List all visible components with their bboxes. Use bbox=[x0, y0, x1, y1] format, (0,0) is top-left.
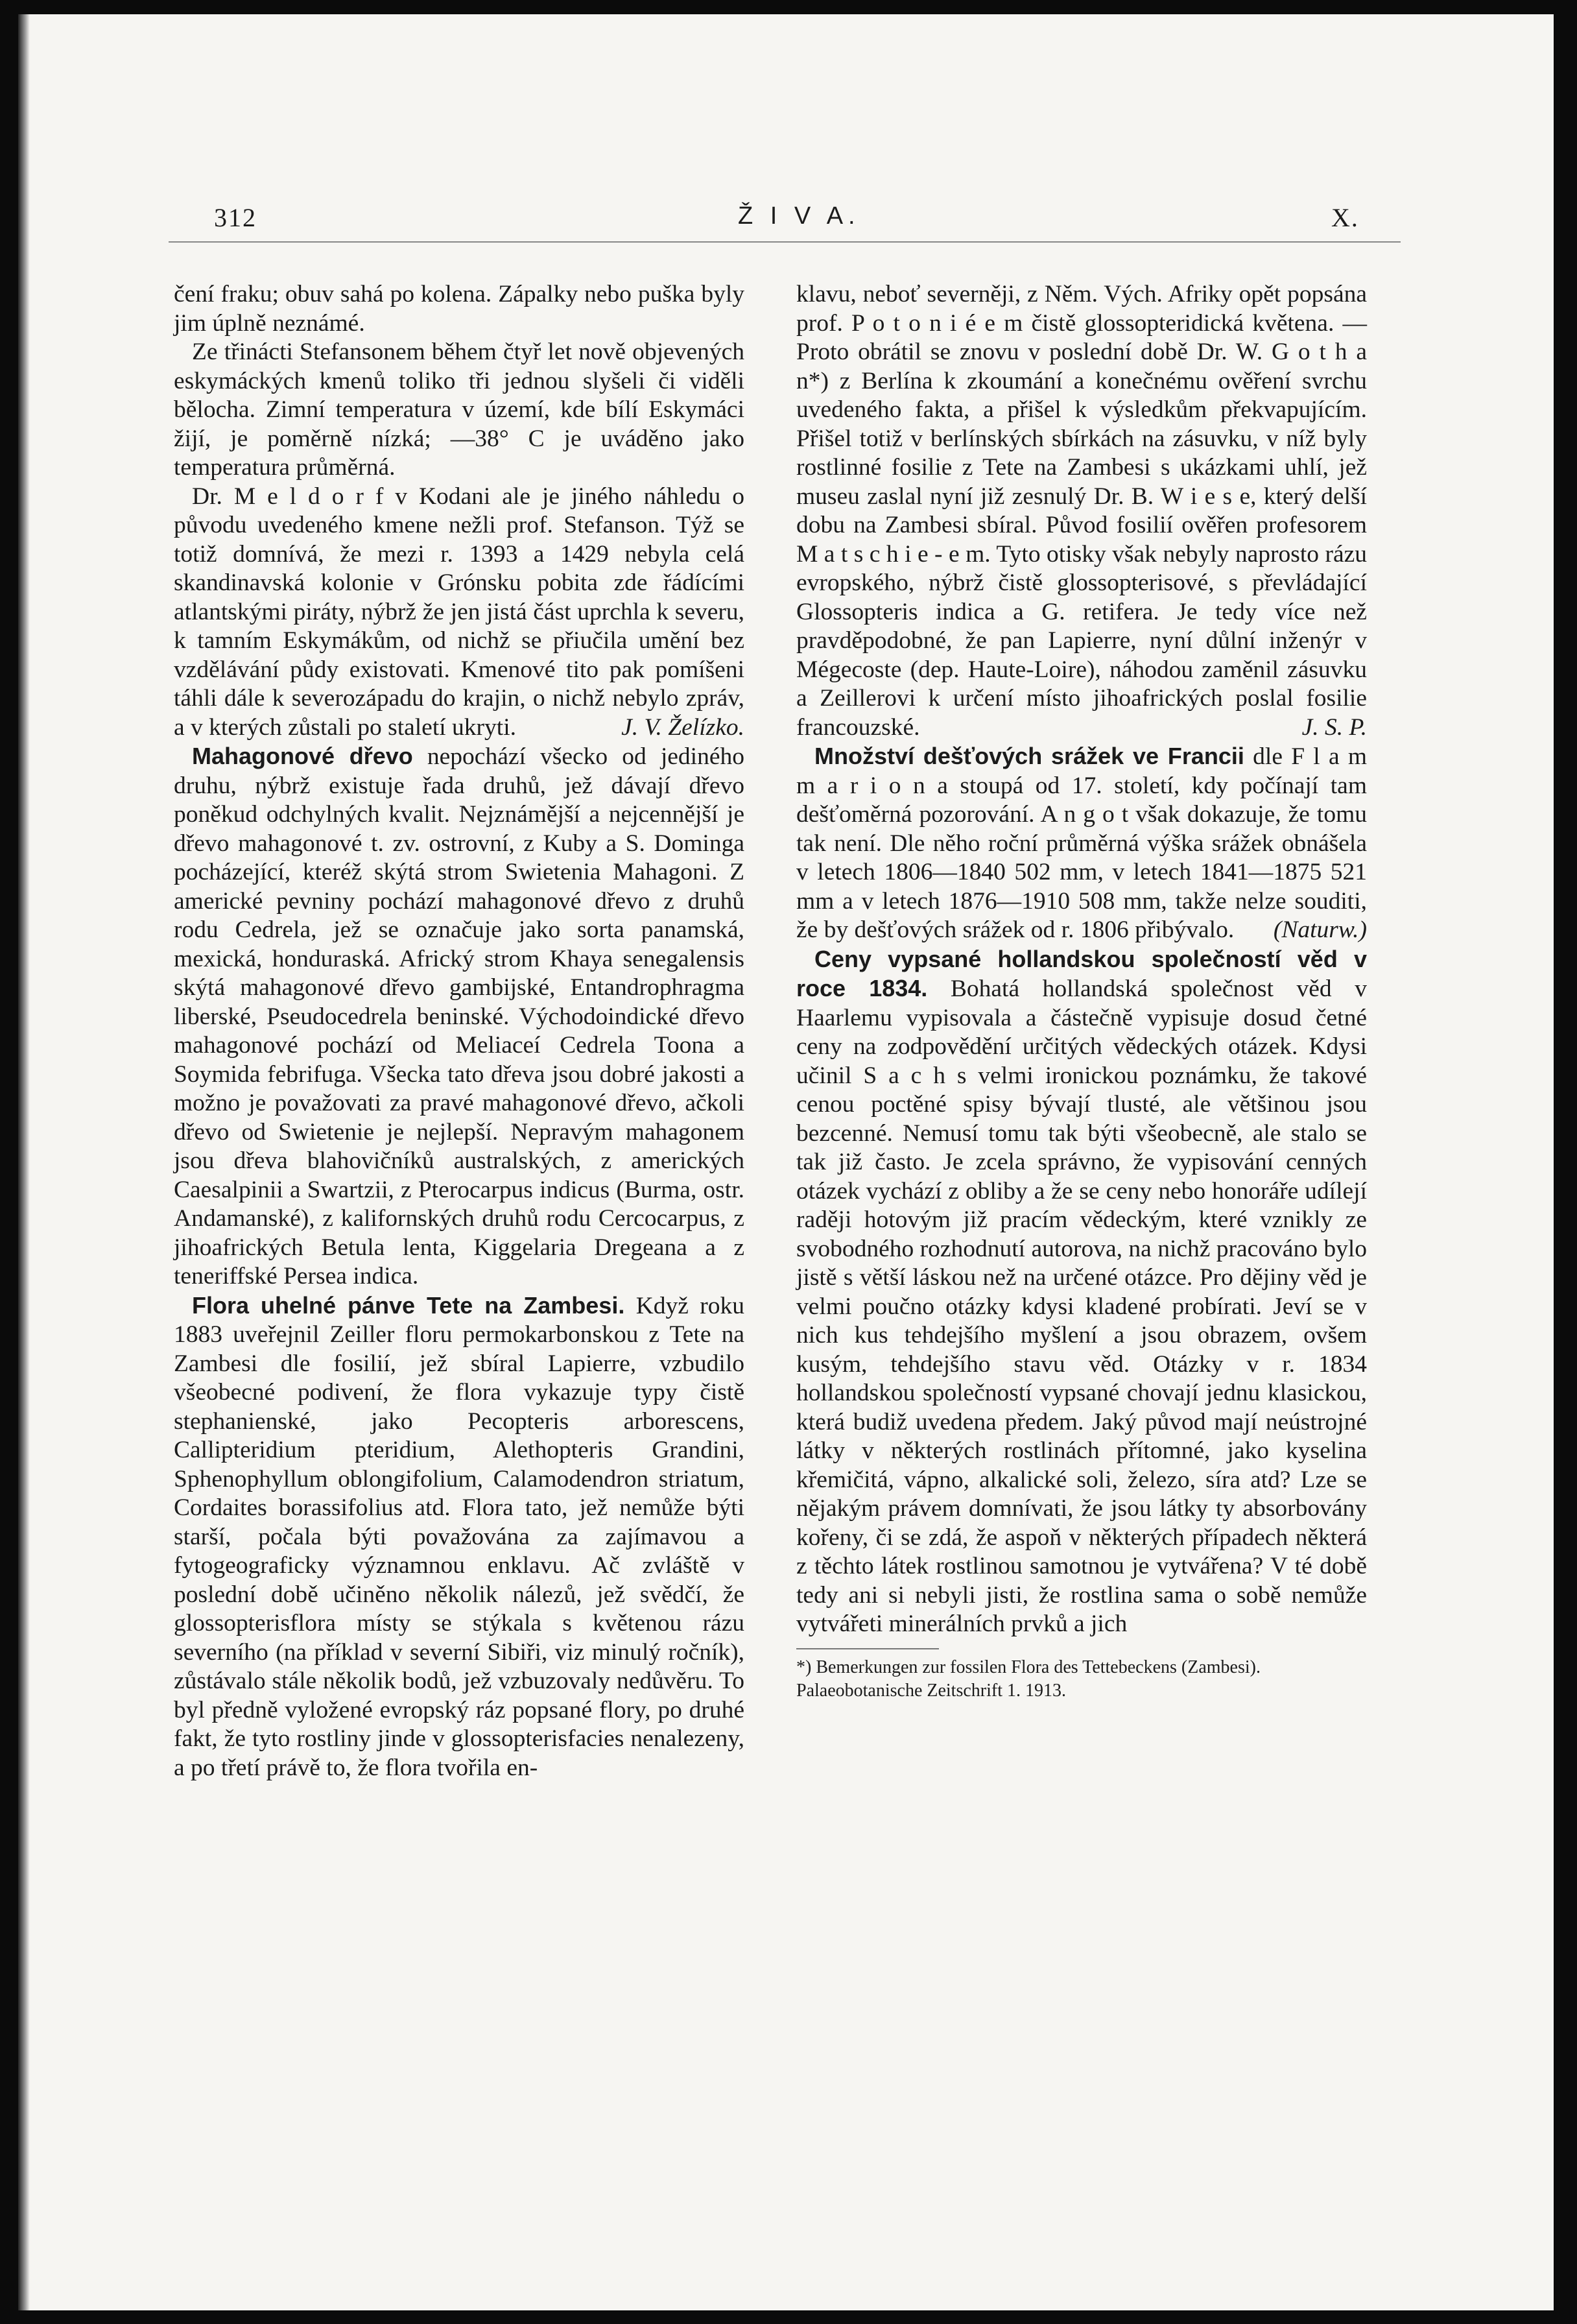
flora-text: Když roku 1883 uveřejnil Zeiller floru permokarbonskou z Tete na Zambesi dle fosilií, jež sbíral Lapierre, vzbudilo všeobecné podivení, že flora vykazuje typy čistě stephanienské, jako Pecopteris arborescens, Callipteridium pteridium, Alethopteris Grandini, Sphenophyllum oblongifolium, Calamodendron striatum, Cordaites borassifolius atd. Flora tato, jež nemůže býti starší, počala býti považována za zajímavou a fytogeograficky významnou enklavu. Ač zvláště v poslední době učiněno několik nálezů, jež svědčí, že glossopterisflora místy se stýkala s květenou rázu severního (na příklad v severní Sibiři, viz minulý ročník), zůstávalo stále několik bodů, jež vzbuzovaly nedůvěru. To byl předně vyložené evropský ráz popsané flory, po druhé fakt, že tyto rostliny jinde v glossopterisfacies nenalezeny, a po třetí právě to, že flora tvořila en- bbox=[174, 1292, 744, 1781]
mahagon-text: nepochází všecko od jediného druhu, nýbrž existuje řada druhů, jež dávají dřevo poněkud odchylných kvalit. Nejznámější a nejcennější je dřevo mahagonové t. zv. ostrovní, z Kuby a S. Dominga pocházející, kteréž skýtá strom Swietenia Mahagoni. Z americké pevniny pochází mahagonové dřevo z druhů rodu Cedrela, jež se označuje jako sorta panamská, mexická, honduraská. Africký strom Khaya senegalensis skýtá mahagonové dřevo gambijské, Entandrophragma liberské, Pseudocedrela beninské. Východoindické dřevo mahagonové pochází od Meliaceí Cedrela Toona a Soymida febrifuga. Všecka tato dřeva jsou dobré jakosti a možno je považovati za pravé mahagonové dřevo, ačkoli dřevo od Swietenie je nejlepší. Nepravým mahagonem jsou dřeva blahovičníků australských, z amerických Caesalpinii a Swartzii, z Pterocarpus indicus (Burma, ostr. Andamanské), z kalifornských druhů rodu Cercocarpus, z jihoafrických Betula lenta, Kiggelaria Dregeana a z teneriffské Persea indica. bbox=[174, 743, 744, 1289]
journal-title: Ž I V A. bbox=[738, 202, 860, 230]
right-column bbox=[796, 280, 1367, 1703]
header-rule bbox=[169, 241, 1401, 243]
heading-prizes: Ceny vypsané hollandskou společností věd v roce 1834. bbox=[796, 945, 1367, 1001]
page-number: 312 bbox=[214, 203, 257, 232]
prizes-text: Bohatá hollandská společnost věd v Haarlemu vypisovala a částečně vypisuje dosud četné ceny na zodpovědění určitých vědeckých otázek. Kdysi učinil S a c h s velmi ironickou poznámku, že takové cenou poctěné spisy bývají tlusté, ale většinou jsou bezcenné. Nemusí tomu tak býti všeobecně, ale stalo se tak již často. Je zcela správno, že vypisování cenných otázek vychází z obliby a že se ceny nebo honoráře udílejí raději hotovým již pracím vědeckým, které vznikly ze svobodného rozhodnutí autorova, na nichž pracováno bylo jistě s větší láskou než na určené otázce. Pro dějiny věd je velmi poučno otázky kdysi kladené probírati. Jeví se v nich kus tehdejšího myšlení a jsou obrazem, ovšem kusým, tehdejšího stavu věd. Otázky v r. 1834 hollandskou společností vypsané chovají jednu klasickou, která budiž uvedena předem. Jaký původ mají neústrojné látky v některých rostlinách přítomné, jako kyselina křemičitá, vápno, alkalické soli, železo, síra atd? Lze se nějakým právem domnívati, že jsou látky ty absorbovány kořeny, či se zdá, že aspoň v některých případech některá z těchto látek rostlinou samotnou je vytvářena? V té době tedy ani si nebyli jisti, že rostlina sama o sobě nemůže vytvářeti minerálních prvků a jich bbox=[796, 976, 1367, 1637]
page bbox=[18, 14, 1554, 2310]
volume-number: X. bbox=[1331, 203, 1359, 232]
source-naturw: (Naturw.) bbox=[1273, 916, 1367, 943]
meldorf-text: Dr. M e l d o r f v Kodani ale je jiného náhledu o původu uvedeného kmene nežli prof. Stefanson. Týž se totiž domnívá, že mezi r. 1393 a 1429 nebyla celá skandinavská kolonie v Grónsku pobita zde řádícími atlantskými piráty, nýbrž že jen jistá část uprchla k severu, k tamním Eskymákům, od nichž se přiučila umění bez vzdělávání půdy existovati. Kmenové tito pak pomíšeni táhli dále k severozápadu do krajin, o nichž nebylo zpráv, a v kterých zůstali po staletí ukryti. bbox=[174, 483, 744, 741]
rain-text: dle F l a m m a r i o n a stoupá od 17. století, kdy počínají tam dešťoměrná pozorování. A n g o t však dokazuje, že tomu tak není. Dle něho roční průměrná výška srážek obnášela v letech 1806—1840 502 mm, v letech 1841—1875 521 mm a v letech 1876—1910 508 mm, takže nelze souditi, že by dešťových srážek od r. 1806 přibývalo. bbox=[796, 743, 1367, 943]
paragraph-meldorf bbox=[174, 483, 744, 743]
section-rain bbox=[796, 742, 1367, 945]
paragraph-flora-cont bbox=[796, 280, 1367, 742]
signature-zelizko: J. V. Želízko. bbox=[621, 713, 744, 741]
footnote: *) Bemerkungen zur fossilen Flora des Tettebeckens (Zambesi). Palaeobotanische Zeitschrift 1. 1913. bbox=[796, 1657, 1261, 1701]
running-header bbox=[18, 14, 1554, 274]
paragraph-intro: čení fraku; obuv sahá po kolena. Zápalky nebo puška byly jim úplně neznámé. bbox=[174, 281, 744, 337]
footnote-rule bbox=[796, 1648, 939, 1649]
heading-flora: Flora uhelné pánve Tete na Zambesi. bbox=[192, 1291, 625, 1319]
page-edge-shadow bbox=[18, 14, 30, 2310]
paragraph-stefanson: Ze třinácti Stefansonem během čtyř let nově objevených eskymáckých kmenů toliko tři jednou slyšeli či viděli bělocha. Zimní temperatura v území, kde bílí Eskymáci žijí, je poměrně nízká; —38° C je uváděno jako temperatura průměrná. bbox=[174, 339, 744, 481]
signature-jsp: J. S. P. bbox=[1301, 713, 1367, 741]
section-mahagon bbox=[174, 742, 744, 1291]
flora-continued-text: klavu, neboť severněji, z Něm. Vých. Afriky opět popsána prof. P o t o n i é e m čistě glossopteridická květena. — Proto obrátil se znovu v poslední době Dr. W. G o t h a n*) z Berlína k zkoumání a konečnému ověření svrchu uvedeného fakta, a přišel k výsledkům překvapujícím. Přišel totiž v berlínských sbírkách na zásuvku, v níž byly rostlinné fosilie z Tete na Zambesi s ukázkami uhlí, jež museu zaslal nyní již zesnulý Dr. B. W i e s e, který delší dobu na Zambesi sbíral. Původ fosilií ověřen profesorem M a t s c h i e - e m. Tyto otisky však nebyly naprosto rázu evropského, nýbrž čistě glossopterisové, s převládající Glossopteris indica a G. retifera. Je tedy více než pravděpodobné, že pan Lapierre, nyní důlní inženýr v Mégecoste (dep. Haute-Loire), náhodou zaměnil zásuvku a Zeillerovi k určení místo jihoafrických poslal fosilie francouzské. bbox=[796, 281, 1367, 741]
section-prizes bbox=[796, 945, 1367, 1639]
heading-rain: Množství dešťových srážek ve Francii bbox=[814, 743, 1244, 769]
left-column bbox=[174, 280, 744, 1782]
section-flora bbox=[174, 1291, 744, 1783]
heading-mahagon: Mahagonové dřevo bbox=[192, 743, 413, 769]
